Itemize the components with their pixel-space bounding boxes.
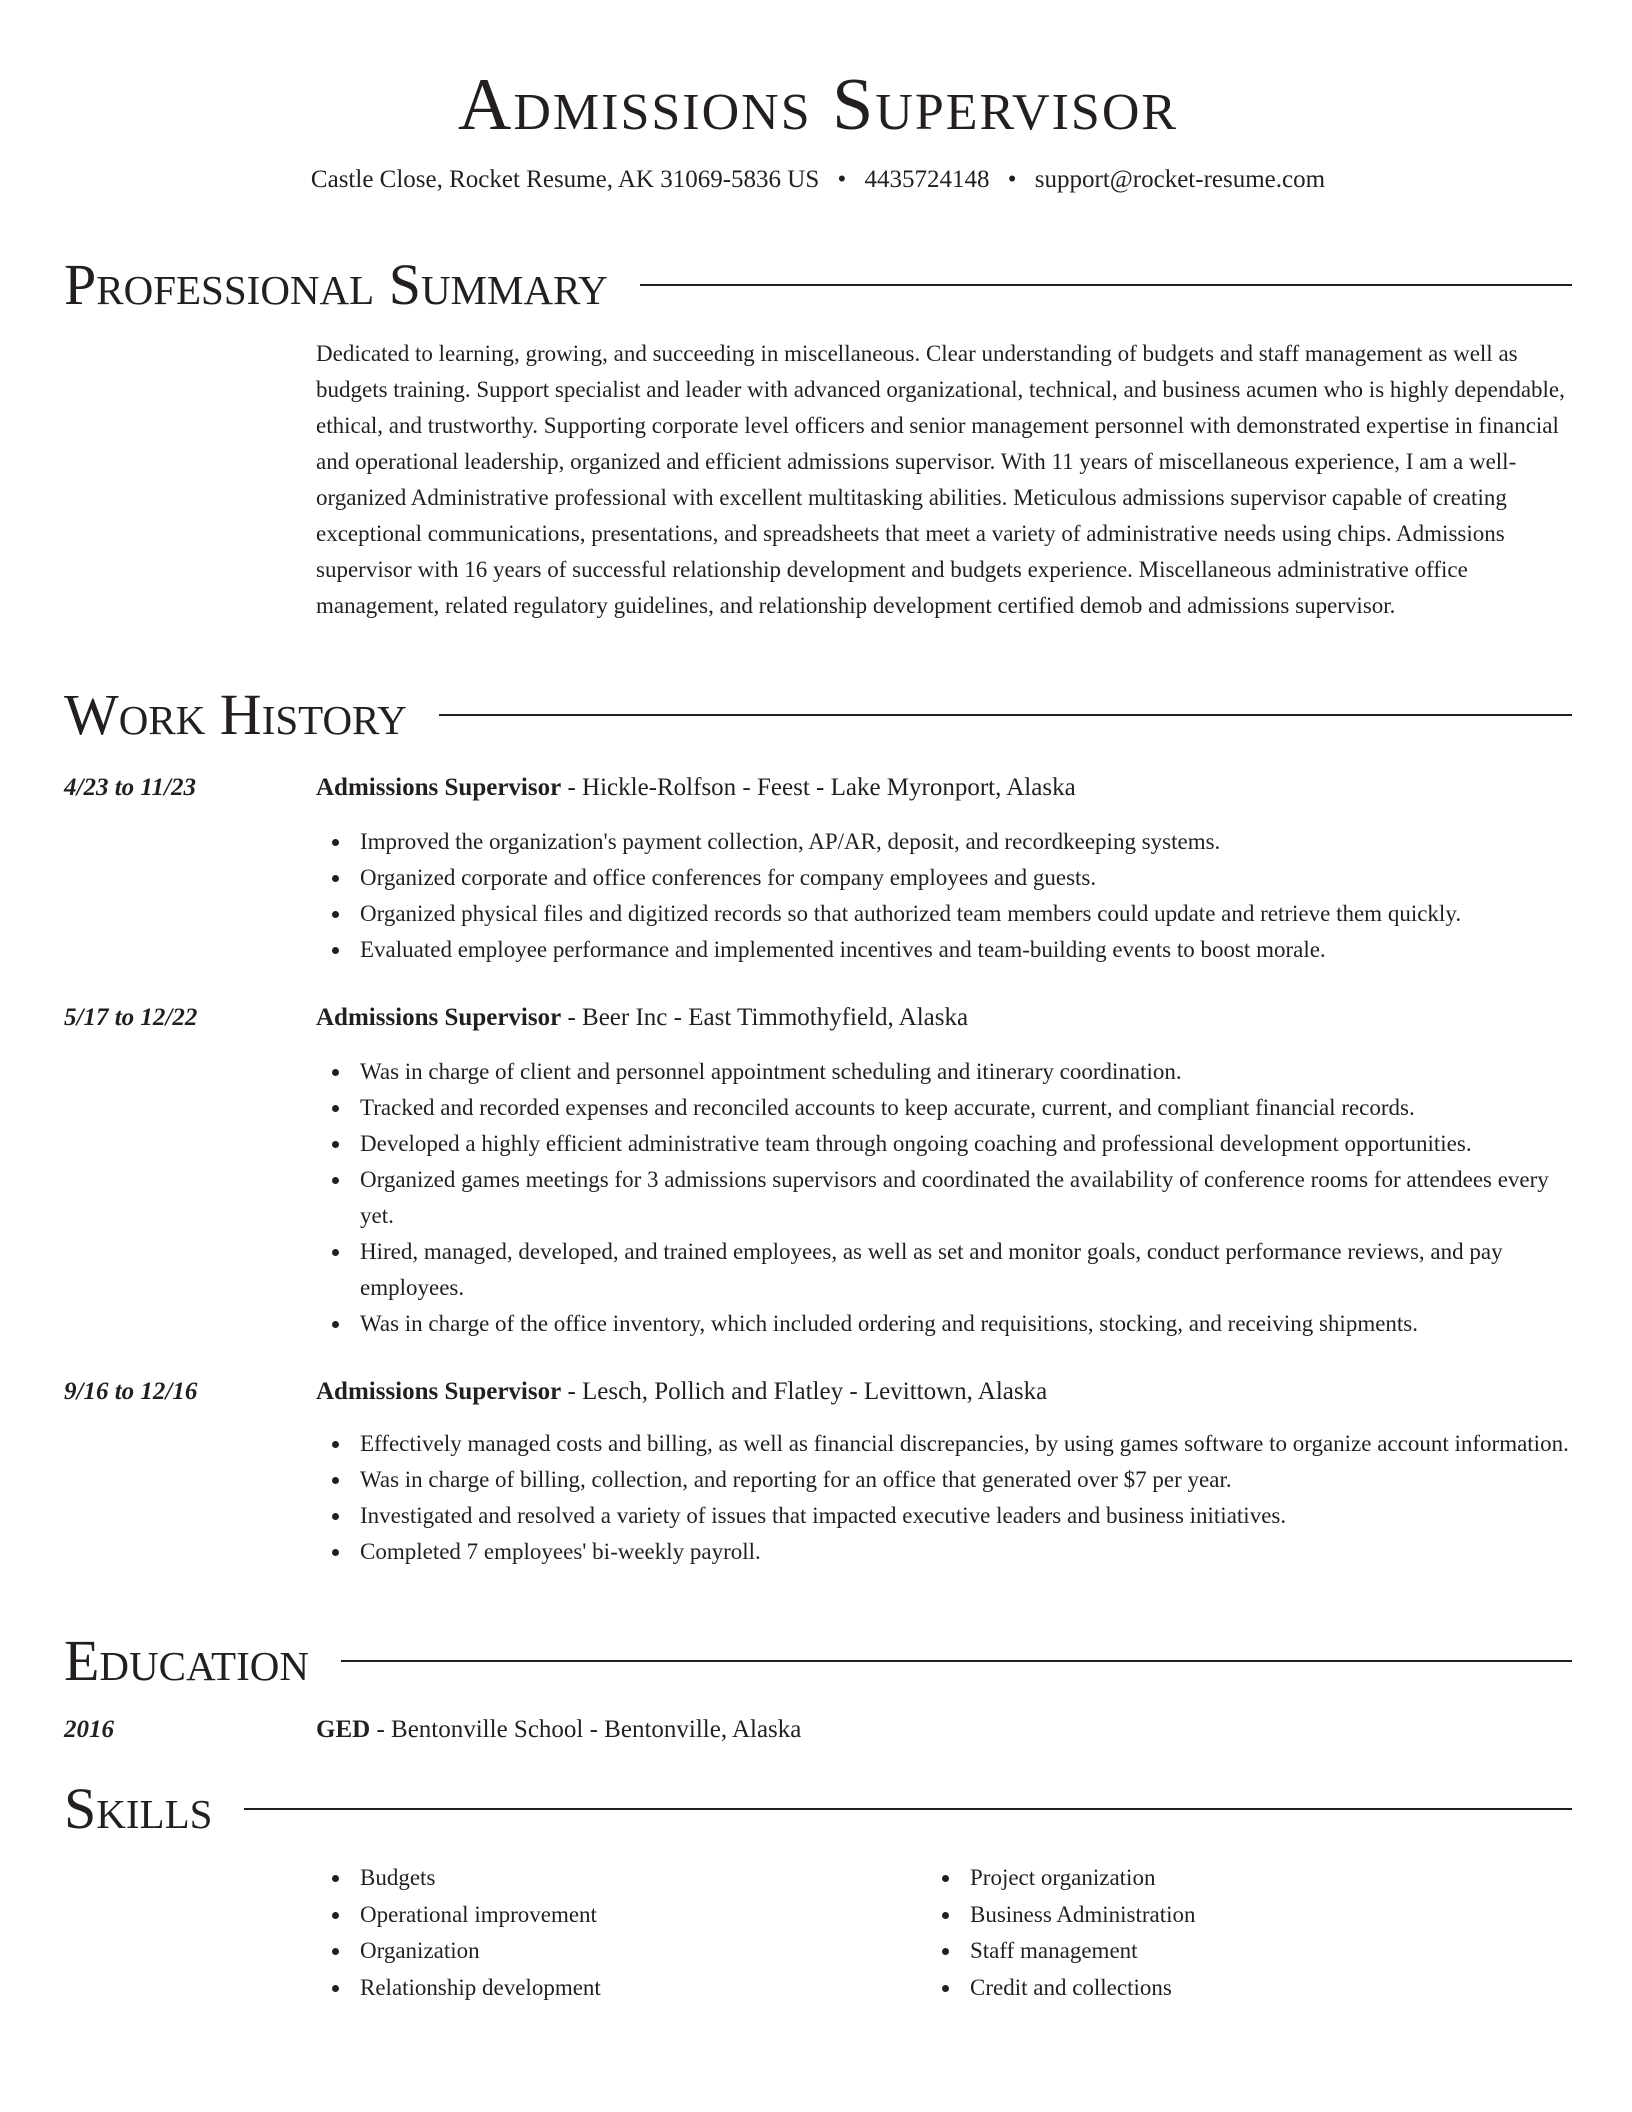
job-bullet: Effectively managed costs and billing, as well as financial discrepancies, by using games software to organize account information. xyxy=(316,1426,1572,1462)
skill-item: Credit and collections xyxy=(926,1970,1526,2007)
job-dates: 5/17 to 12/22 xyxy=(64,1004,198,1031)
job-title: Admissions Supervisor xyxy=(316,1004,562,1031)
section-divider xyxy=(439,714,1572,716)
skill-item: Relationship development xyxy=(316,1970,916,2007)
skill-item: Business Administration xyxy=(926,1897,1526,1934)
skills-section-header xyxy=(64,1776,1572,1842)
resume-page xyxy=(64,0,1572,2000)
summary-section-header xyxy=(64,252,1572,318)
job-employer: - Lesch, Pollich and Flatley - Levittown, Alaska xyxy=(561,1378,1048,1405)
education-heading: Education xyxy=(64,1628,309,1693)
job-heading xyxy=(316,1002,968,1034)
contact-separator: • xyxy=(837,166,847,193)
contact-line xyxy=(64,164,1572,196)
skill-item: Organization xyxy=(316,1933,916,1970)
job-heading xyxy=(316,1376,1047,1408)
section-divider xyxy=(341,1660,1572,1662)
job-employer: - Hickle-Rolfson - Feest - Lake Myronport, Alaska xyxy=(561,774,1076,801)
contact-phone: 4435724148 xyxy=(864,166,990,193)
job-bullet: Tracked and recorded expenses and reconciled accounts to keep accurate, current, and compliant financial records. xyxy=(316,1090,1572,1126)
skills-list-right xyxy=(926,1860,1526,2006)
job-bullet: Investigated and resolved a variety of issues that impacted executive leaders and business initiatives. xyxy=(316,1498,1572,1534)
job-bullet: Completed 7 employees' bi-weekly payroll. xyxy=(316,1534,1572,1570)
summary-heading: Professional Summary xyxy=(64,252,608,317)
job-bullet: Organized games meetings for 3 admissions supervisors and coordinated the availability of conference rooms for attendees every yet. xyxy=(316,1162,1572,1234)
job-bullets xyxy=(316,824,1572,968)
work-section-header xyxy=(64,682,1572,748)
summary-text: Dedicated to learning, growing, and succeeding in miscellaneous. Clear understanding of budgets and staff management as well as budgets training. Support specialist and leader with advanced organizational, technical, and business acumen who is highly dependable, ethical, and trustworthy. Supporting corporate level officers and senior management personnel with demonstrated expertise in financial and operational leadership, organized and efficient admissions supervisor. With 11 years of miscellaneous experience, I am a well-organized Administrative professional with excellent multitasking abilities. Meticulous admissions supervisor capable of creating exceptional communications, presentations, and spreadsheets that meet a variety of administrative needs using chips. Admissions supervisor with 16 years of successful relationship development and budgets experience. Miscellaneous administrative office management, related regulatory guidelines, and relationship development certified demob and admissions supervisor. xyxy=(316,341,1565,618)
education-year: 2016 xyxy=(64,1716,114,1743)
job-title: Admissions Supervisor xyxy=(316,1378,562,1405)
skills-heading: Skills xyxy=(64,1776,213,1841)
skill-item: Operational improvement xyxy=(316,1897,916,1934)
section-divider xyxy=(244,1808,1572,1810)
skills-list-left xyxy=(316,1860,916,2006)
job-bullet: Was in charge of client and personnel appointment scheduling and itinerary coordination. xyxy=(316,1054,1572,1090)
contact-email: support@rocket-resume.com xyxy=(1034,166,1326,193)
resume-name: Admissions Supervisor xyxy=(457,64,1179,146)
job-title: Admissions Supervisor xyxy=(316,774,562,801)
contact-address: Castle Close, Rocket Resume, AK 31069-5836 US xyxy=(310,166,820,193)
education-heading-line xyxy=(316,1714,801,1746)
skill-item: Budgets xyxy=(316,1860,916,1897)
job-bullets xyxy=(316,1054,1572,1342)
contact-separator: • xyxy=(1007,166,1017,193)
section-divider xyxy=(640,284,1572,286)
job-bullet: Organized corporate and office conferences for company employees and guests. xyxy=(316,860,1572,896)
job-heading xyxy=(316,772,1076,804)
job-bullets xyxy=(316,1426,1572,1570)
job-employer: - Beer Inc - East Timmothyfield, Alaska xyxy=(561,1004,969,1031)
job-bullet: Was in charge of the office inventory, which included ordering and requisitions, stocking, and receiving shipments. xyxy=(316,1306,1572,1342)
job-bullet: Organized physical files and digitized records so that authorized team members could update and retrieve them quickly. xyxy=(316,896,1572,932)
job-bullet: Developed a highly efficient administrative team through ongoing coaching and professional development opportunities. xyxy=(316,1126,1572,1162)
job-dates: 9/16 to 12/16 xyxy=(64,1378,198,1405)
work-heading: Work History xyxy=(64,682,407,747)
job-bullet: Evaluated employee performance and implemented incentives and team-building events to boost morale. xyxy=(316,932,1572,968)
job-bullet: Was in charge of billing, collection, and reporting for an office that generated over $7 per year. xyxy=(316,1462,1572,1498)
skill-item: Staff management xyxy=(926,1933,1526,1970)
job-bullet: Improved the organization's payment collection, AP/AR, deposit, and recordkeeping systems. xyxy=(316,824,1572,860)
education-degree: GED xyxy=(316,1716,371,1743)
education-section-header xyxy=(64,1628,1572,1694)
job-dates: 4/23 to 11/23 xyxy=(64,774,196,801)
job-bullet: Hired, managed, developed, and trained employees, as well as set and monitor goals, conduct performance reviews, and pay employees. xyxy=(316,1234,1572,1306)
skill-item: Project organization xyxy=(926,1860,1526,1897)
education-school: - Bentonville School - Bentonville, Alaska xyxy=(370,1716,802,1743)
